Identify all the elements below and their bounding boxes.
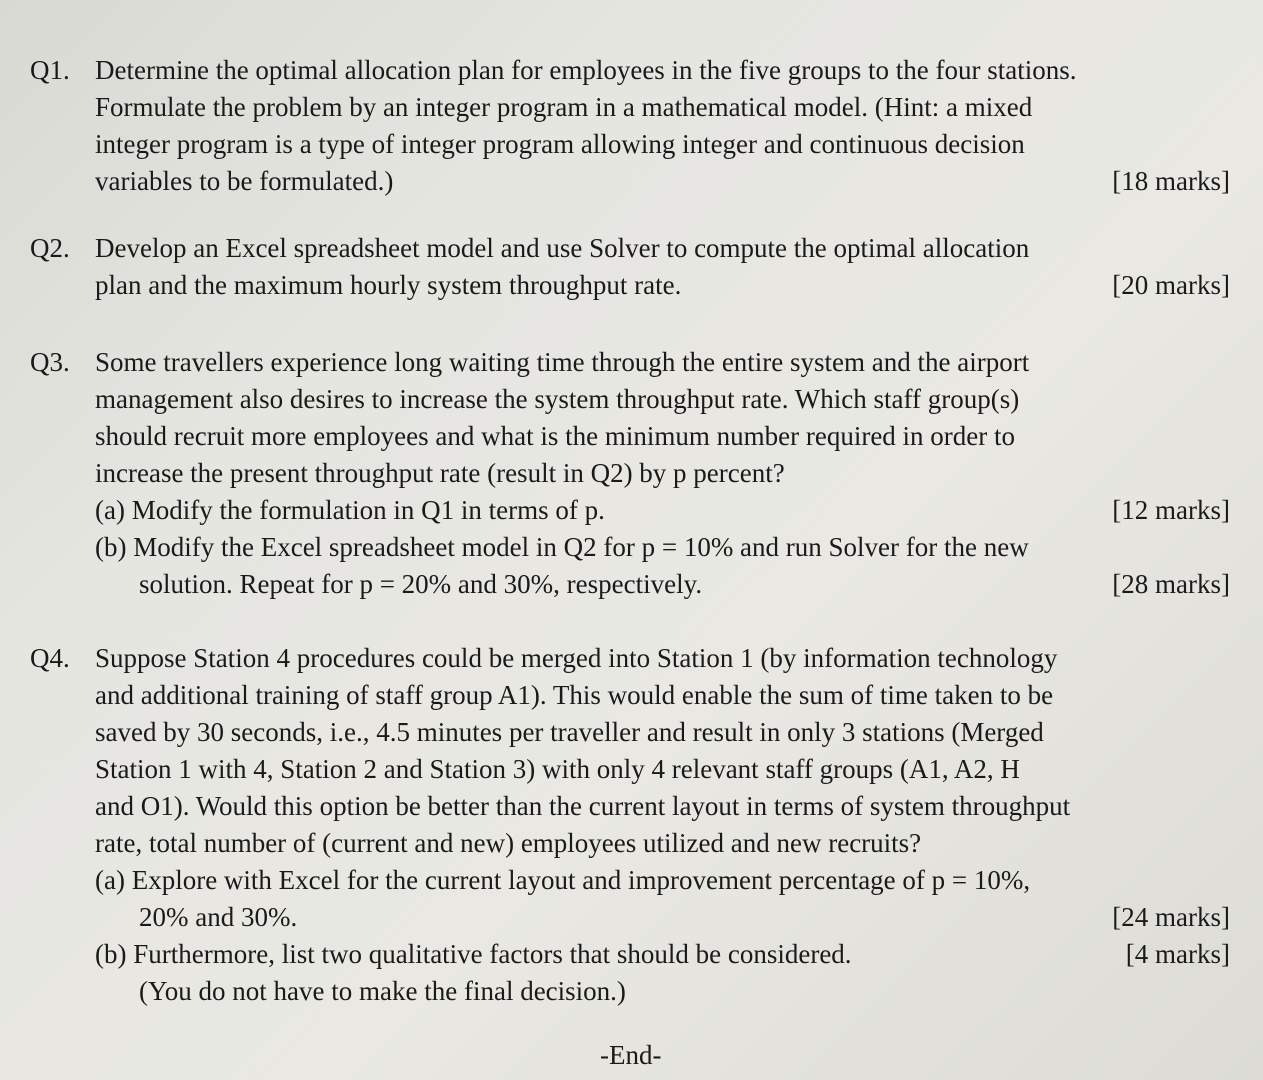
question-text: variables to be formulated.) [95, 166, 394, 196]
question-text-line [95, 267, 1230, 304]
question-text-line: increase the present throughput rate (result in Q2) by p percent? [95, 458, 785, 488]
sub-question-a-continuation [95, 899, 1230, 936]
question-text-line: Develop an Excel spreadsheet model and use Solver to compute the optimal allocation [95, 233, 1030, 263]
question-number: Q4. [30, 643, 70, 673]
question-number: Q2. [30, 233, 70, 263]
sub-question-text: (b) Furthermore, list two qualitative factors that should be considered. [95, 939, 852, 969]
question-3 [30, 344, 1230, 603]
question-text-line [95, 163, 1230, 200]
question-body [95, 230, 1230, 304]
question-body [95, 52, 1230, 200]
question-text: plan and the maximum hourly system throughput rate. [95, 270, 682, 300]
sub-question-text: 20% and 30%. [139, 902, 298, 932]
question-text-line: Determine the optimal allocation plan for employees in the five groups to the four stations. [95, 55, 1077, 85]
end-marker: -End- [600, 1040, 662, 1070]
sub-question-text: solution. Repeat for p = 20% and 30%, respectively. [139, 569, 703, 599]
question-text-line: Some travellers experience long waiting time through the entire system and the airport [95, 347, 1030, 377]
marks-label: [4 marks] [1125, 939, 1230, 969]
marks-label: [24 marks] [1112, 902, 1230, 932]
sub-question-a: (a) Explore with Excel for the current layout and improvement percentage of p = 10%, [95, 865, 1031, 895]
sub-question-b-continuation: (You do not have to make the final decision.) [139, 976, 626, 1006]
question-1 [30, 52, 1230, 200]
sub-question-b-continuation [95, 566, 1230, 603]
question-2 [30, 230, 1230, 304]
question-text-line: Suppose Station 4 procedures could be merged into Station 1 (by information technology [95, 643, 1058, 673]
question-text-line: saved by 30 seconds, i.e., 4.5 minutes per traveller and result in only 3 stations (Merged [95, 717, 1044, 747]
question-text-line: management also desires to increase the system throughput rate. Which staff group(s) [95, 384, 1020, 414]
question-number: Q1. [30, 55, 70, 85]
question-text-line: Station 1 with 4, Station 2 and Station 3) with only 4 relevant staff groups (A1, A2, H [95, 754, 1020, 784]
question-body [95, 640, 1230, 1010]
marks-label: [18 marks] [1112, 166, 1230, 196]
sub-question-b [95, 936, 1230, 973]
sub-question-b: (b) Modify the Excel spreadsheet model in Q2 for p = 10% and run Solver for the new [95, 532, 1029, 562]
question-text-line: and O1). Would this option be better than the current layout in terms of system throughput [95, 791, 1071, 821]
question-text-line: integer program is a type of integer program allowing integer and continuous decision [95, 129, 1025, 159]
question-text-line: and additional training of staff group A1). This would enable the sum of time taken to be [95, 680, 1054, 710]
question-body [95, 344, 1230, 603]
sub-question-text: (a) Modify the formulation in Q1 in terms of p. [95, 495, 605, 525]
question-text-line: rate, total number of (current and new) employees utilized and new recruits? [95, 828, 922, 858]
marks-label: [28 marks] [1112, 569, 1230, 599]
question-text-line: Formulate the problem by an integer program in a mathematical model. (Hint: a mixed [95, 92, 1033, 122]
question-4 [30, 640, 1230, 1010]
marks-label: [12 marks] [1112, 495, 1230, 525]
sub-question-a [95, 492, 1230, 529]
marks-label: [20 marks] [1112, 270, 1230, 300]
question-text-line: should recruit more employees and what is the minimum number required in order to [95, 421, 1016, 451]
question-number: Q3. [30, 347, 70, 377]
